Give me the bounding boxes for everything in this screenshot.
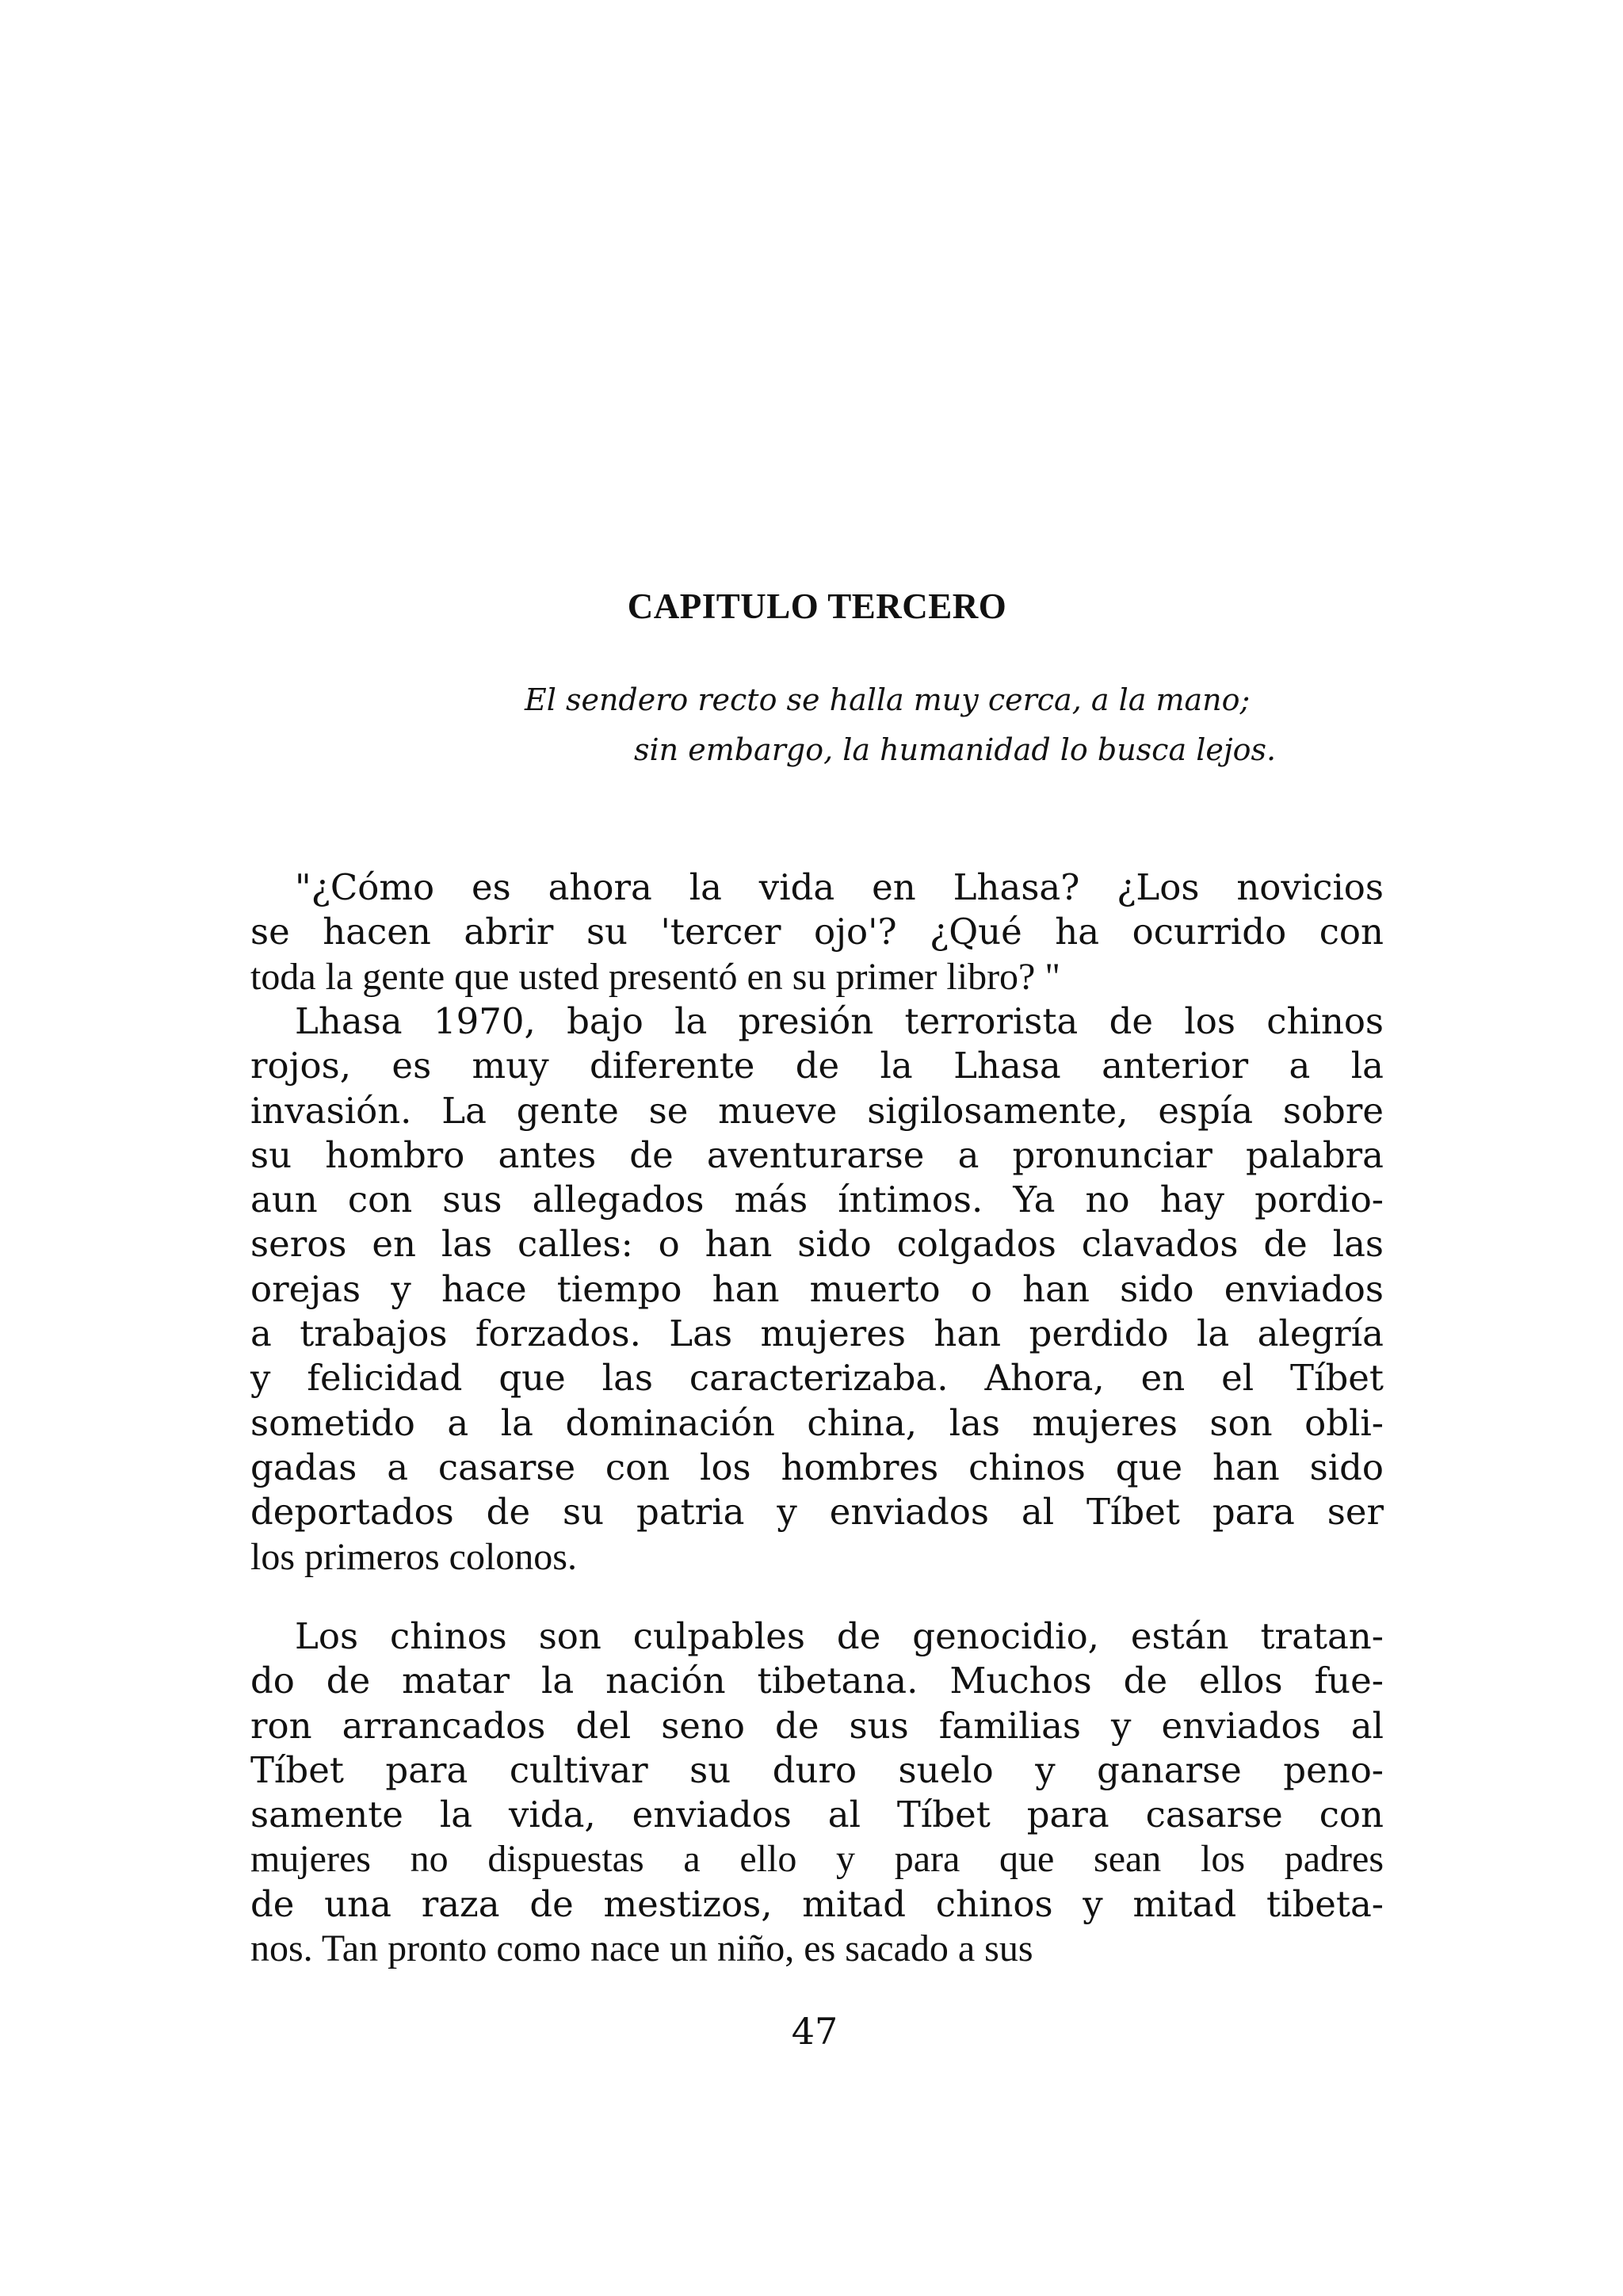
text-line: Tíbet para cultivar su duro suelo y ganarse peno- xyxy=(250,1748,1384,1791)
text-line: ron arrancados del seno de sus familias y enviados al xyxy=(250,1704,1384,1747)
chapter-title: CAPITULO TERCERO xyxy=(627,586,1007,626)
text-line: toda la gente que usted presentó en su primer libro? " xyxy=(250,955,1060,998)
epigraph-line: sin embargo, la humanidad lo busca lejos. xyxy=(634,732,1277,767)
text-line: los primeros colonos. xyxy=(250,1535,577,1578)
text-line: y felicidad que las caracterizaba. Ahora, en el Tíbet xyxy=(250,1357,1384,1400)
paragraph-genocide xyxy=(250,1614,1384,1971)
text-line: invasión. La gente se mueve sigilosamente, espía sobre xyxy=(250,1089,1384,1132)
text-line: sometido a la dominación china, las mujeres son obli- xyxy=(250,1401,1384,1444)
text-line: Los chinos son culpables de genocidio, están tratan- xyxy=(295,1615,1384,1657)
text-line: orejas y hace tiempo han muerto o han sido enviados xyxy=(250,1267,1384,1310)
text-line: se hacen abrir su 'tercer ojo'? ¿Qué ha ocurrido con xyxy=(250,911,1384,953)
epigraph-line: El sendero recto se halla muy cerca, a la mano; xyxy=(525,682,1251,717)
text-line: gadas a casarse con los hombres chinos que han sido xyxy=(250,1446,1384,1488)
paragraph-question xyxy=(250,865,1384,999)
epigraph xyxy=(475,675,1363,775)
text-line: rojos, es muy diferente de la Lhasa anterior a la xyxy=(250,1045,1384,1087)
text-line: a trabajos forzados. Las mujeres han perdido la alegría xyxy=(250,1312,1384,1355)
text-line: deportados de su patria y enviados al Tíbet para ser xyxy=(250,1491,1384,1534)
text-line: "¿Cómo es ahora la vida en Lhasa? ¿Los novicios xyxy=(295,866,1384,908)
text-line: seros en las calles: o han sido colgados clavados de las xyxy=(250,1223,1384,1266)
text-line: su hombro antes de aventurarse a pronunciar palabra xyxy=(250,1133,1384,1176)
text-line: Lhasa 1970, bajo la presión terrorista de los chinos xyxy=(295,1000,1384,1042)
text-line: nos. Tan pronto como nace un niño, es sacado a sus xyxy=(250,1927,1033,1970)
page-number: 47 xyxy=(791,2010,838,2053)
paragraph-lhasa xyxy=(250,999,1384,1580)
text-line: mujeres no dispuestas a ello y para que sean los padres xyxy=(250,1838,1384,1881)
text-line: aun con sus allegados más íntimos. Ya no hay pordio- xyxy=(250,1179,1384,1221)
text-line: de una raza de mestizos, mitad chinos y mitad tibeta- xyxy=(250,1882,1384,1925)
text-line: do de matar la nación tibetana. Muchos de ellos fue- xyxy=(250,1660,1384,1702)
text-line: samente la vida, enviados al Tíbet para casarse con xyxy=(250,1794,1384,1836)
